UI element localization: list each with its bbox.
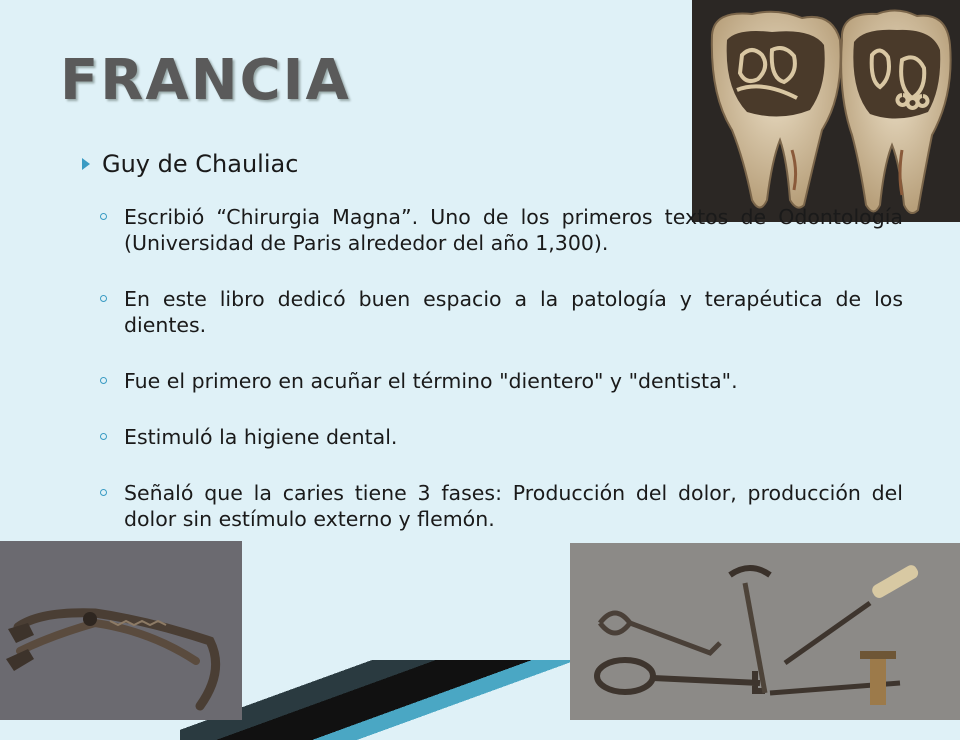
sub-bullet bbox=[78, 424, 903, 450]
main-bullet bbox=[78, 150, 903, 178]
sub-bullet-text: En este libro dedicó buen espacio a la patología y terapéutica de los dientes. bbox=[124, 287, 903, 337]
sub-bullet-text: Estimuló la higiene dental. bbox=[124, 425, 398, 449]
sub-bullet-text: Escribió “Chirurgia Magna”. Uno de los primeros textos de Odontología (Universidad de Paris alrededor del año 1,300). bbox=[124, 205, 903, 255]
ring-bullet-icon bbox=[100, 377, 107, 384]
triangle-bullet-icon bbox=[82, 158, 90, 170]
slide-title: FRANCIA bbox=[60, 48, 351, 113]
ring-bullet-icon bbox=[100, 433, 107, 440]
dental-tools-photo bbox=[570, 543, 960, 720]
dental-forceps-photo bbox=[0, 541, 242, 720]
sub-bullet bbox=[78, 204, 903, 256]
ring-bullet-icon bbox=[100, 213, 107, 220]
ring-bullet-icon bbox=[100, 295, 107, 302]
decorative-stripe bbox=[180, 660, 600, 740]
slide-content bbox=[78, 150, 903, 554]
sub-bullet-text: Fue el primero en acuñar el término "dientero" y "dentista". bbox=[124, 369, 738, 393]
sub-bullet-text: Señaló que la caries tiene 3 fases: Producción del dolor, producción del dolor sin estímulo externo y flemón. bbox=[124, 481, 903, 531]
ring-bullet-icon bbox=[100, 489, 107, 496]
sub-bullet bbox=[78, 480, 903, 532]
sub-bullet bbox=[78, 286, 903, 338]
sub-bullet bbox=[78, 368, 903, 394]
main-bullet-text: Guy de Chauliac bbox=[102, 150, 299, 178]
